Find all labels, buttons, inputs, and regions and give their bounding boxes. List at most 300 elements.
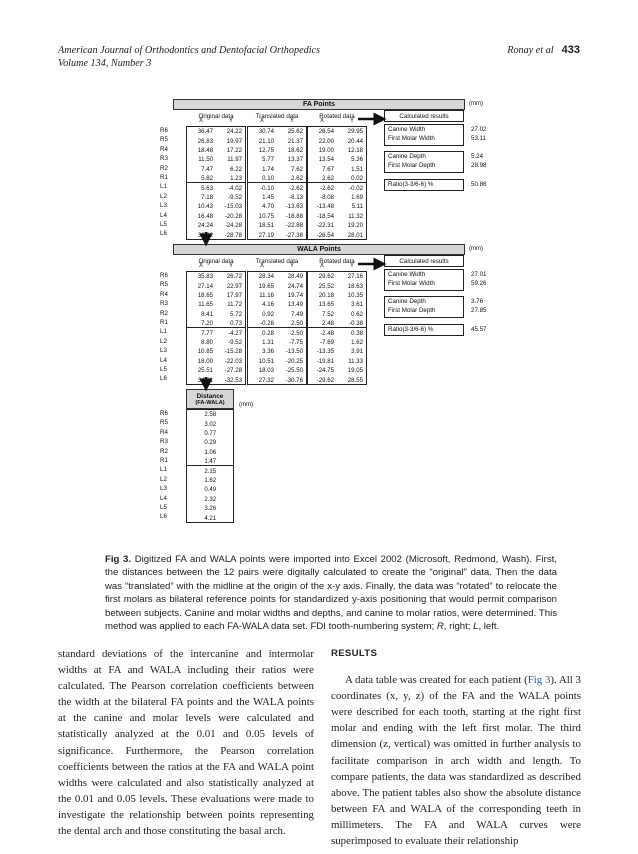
wala-cell: 10.85 [197, 348, 213, 356]
wala-cell: 3.91 [351, 348, 363, 356]
right-column [331, 646, 581, 849]
wala-cell: 27.32 [258, 376, 274, 384]
distance-table-row [187, 513, 233, 522]
fa-cell: 30.74 [258, 128, 274, 136]
wala-row-label: L1 [160, 328, 167, 336]
wala-table-row [308, 291, 366, 300]
distance-row-label: L1 [160, 466, 167, 474]
wala-table-row [187, 357, 245, 366]
fa-table-row [248, 183, 306, 192]
fa-cell: 32.92 [197, 231, 213, 239]
fa-calc-header: Calculated results [384, 110, 464, 122]
wala-axis-y: Y [349, 263, 354, 269]
fa-table-1-lower [186, 182, 246, 239]
fa-table-row [248, 221, 306, 230]
wala-table-row [248, 310, 306, 319]
distance-row-label: R5 [160, 419, 168, 427]
wala-row-labels [160, 271, 180, 384]
wala-cell: 24.74 [287, 282, 303, 290]
results-text-1: A data table was created for each patient ( [345, 674, 528, 687]
wala-row-label: L4 [160, 356, 167, 364]
wala-calc-box-2 [384, 296, 487, 318]
fa-cell: 10.43 [197, 203, 213, 211]
distance-row-label: R1 [160, 456, 168, 464]
wala-cell: 7.49 [291, 310, 303, 318]
fa-calc-value: 28.98 [471, 162, 487, 169]
wala-calc-value: 27.85 [471, 307, 487, 314]
wala-cell: 29.62 [318, 273, 334, 281]
distance-table-row [187, 485, 233, 494]
fa-row-label: L6 [160, 230, 167, 238]
distance-table-row [187, 495, 233, 504]
fa-table-row [187, 212, 245, 221]
fa-cell: 19.00 [318, 146, 334, 154]
wala-table-row [308, 375, 366, 384]
wala-table-row [248, 272, 306, 281]
caption-label: Fig 3. [105, 554, 132, 565]
results-paragraph [331, 672, 581, 849]
distance-table-lower [186, 465, 234, 522]
fa-table-row [187, 183, 245, 192]
distance-row-labels [160, 409, 180, 522]
wala-cell: -24.75 [316, 367, 334, 375]
wala-cell: 0.73 [230, 320, 242, 328]
wala-unit: (mm) [469, 246, 483, 252]
distance-cell: 1.06 [204, 448, 217, 456]
wala-cell: 27.16 [347, 273, 363, 281]
fa-axes-2 [247, 118, 307, 126]
wala-table-row [248, 375, 306, 384]
fa-calc-label: Ratio(3-3/6-6) % [388, 181, 434, 188]
fa-table-row [248, 193, 306, 202]
fa-cell: 12.18 [347, 146, 363, 154]
fa-table-row [308, 221, 366, 230]
fa-cell: 10.75 [258, 212, 274, 220]
fa-row-label: R6 [160, 127, 168, 134]
wala-cell: 0.62 [351, 310, 363, 318]
fa-table-row [308, 136, 366, 145]
wala-cell: 13.49 [287, 301, 303, 309]
fa-table-row [248, 230, 306, 239]
fa-calc-row [385, 181, 487, 188]
distance-table-row [187, 448, 233, 457]
wala-cell: -32.53 [224, 376, 242, 384]
wala-row-label: R4 [160, 290, 168, 298]
fa-row-label: L1 [160, 183, 167, 191]
fa-axis-x: X [259, 118, 264, 124]
distance-table-row [187, 410, 233, 419]
fa-cell: -15.03 [224, 203, 242, 211]
wala-cell: 10.51 [258, 357, 274, 365]
fa-table-row [187, 155, 245, 164]
fa-cell: -22.88 [285, 222, 303, 230]
fa-cell: 22.00 [318, 137, 334, 145]
wala-cell: 2.50 [291, 320, 303, 328]
wala-cell: 1.62 [351, 338, 363, 346]
fa-cell: 5.36 [351, 156, 363, 164]
wala-row-label: R6 [160, 272, 168, 279]
fa-cell: 7.47 [201, 165, 213, 173]
wala-cell: 8.80 [201, 338, 213, 346]
fa-cell: 17.22 [226, 146, 242, 154]
fa-cell: -4.02 [228, 184, 242, 192]
fa-cell: 1.69 [351, 193, 363, 201]
fa-group-1: Original data [198, 112, 234, 120]
fa-row-label: R5 [160, 136, 168, 144]
wala-cell: 2.48 [322, 320, 334, 328]
fa-cell: 11.50 [198, 156, 213, 164]
caption-end: , left. [478, 621, 500, 633]
fa-row-label: R4 [160, 145, 168, 153]
fa-calc-row [385, 135, 487, 142]
distance-row-label: L3 [160, 485, 167, 493]
wala-table-row [248, 281, 306, 290]
fa-cell: -9.52 [228, 193, 242, 201]
fa-cell: 21.37 [287, 137, 303, 145]
wala-table-1-lower [186, 327, 246, 384]
fa-cell: -26.54 [316, 231, 334, 239]
fa-cell: 1.74 [262, 165, 274, 173]
fa-cell: 7.67 [322, 165, 334, 173]
wala-calc-row [385, 280, 487, 287]
fa-axis-y: Y [349, 118, 354, 124]
distance-cell: 1.62 [204, 476, 217, 484]
wala-table-row [308, 272, 366, 281]
fa-table-row [248, 146, 306, 155]
fig-3-link[interactable]: Fig 3 [527, 674, 551, 687]
caption-r: R [436, 621, 444, 633]
fa-cell: -28.78 [224, 231, 242, 239]
wala-cell: -9.52 [228, 338, 242, 346]
wala-calc-label: First Molar Width [388, 280, 435, 287]
wala-cell: 11.65 [198, 301, 213, 309]
wala-table-row [248, 338, 306, 347]
wala-cell: -13.50 [285, 348, 303, 356]
fa-cell: 2.62 [291, 175, 303, 183]
fa-axis-y: Y [289, 118, 294, 124]
wala-cell: 19.65 [258, 282, 274, 290]
fa-cell: 11.32 [348, 212, 363, 220]
wala-cell: 25.52 [318, 282, 334, 290]
fa-cell: 18.62 [287, 146, 303, 154]
distance-table-row [187, 466, 233, 475]
journal-volume: Volume 134, Number 3 [58, 58, 152, 69]
fa-cell: 19.20 [347, 222, 363, 230]
wala-cell: 18.03 [258, 367, 274, 375]
fa-table-2-lower [247, 182, 307, 239]
wala-cell: 3.36 [262, 348, 274, 356]
fa-cell: 5.82 [201, 175, 213, 183]
fa-table-row [187, 230, 245, 239]
wala-axis-x: X [198, 263, 203, 269]
fa-cell: -20.28 [224, 212, 242, 220]
wala-cell: 11.33 [348, 357, 363, 365]
wala-row-label: L3 [160, 347, 167, 355]
fa-table-row [248, 212, 306, 221]
fa-table-3-upper [307, 126, 367, 183]
fa-cell: 2.62 [322, 175, 334, 183]
wala-table-row [248, 328, 306, 337]
left-column [58, 646, 314, 839]
fa-table-row [308, 212, 366, 221]
figure-caption [105, 553, 557, 633]
wala-cell: 7.77 [201, 329, 213, 337]
fa-table-row [248, 136, 306, 145]
fa-cell: -2.62 [320, 184, 334, 192]
fa-table-row [308, 127, 366, 136]
distance-unit: (mm) [239, 402, 253, 408]
wala-cell: -22.03 [224, 357, 242, 365]
fa-table-row [187, 136, 245, 145]
wala-group-1: Original data [198, 257, 234, 265]
distance-subtitle: (FA-WALA) [195, 399, 225, 406]
wala-cell: 11.72 [227, 301, 242, 309]
fa-table-row [187, 146, 245, 155]
fa-axes-3 [307, 118, 367, 126]
fa-cell: 0.10 [262, 175, 274, 183]
wala-axes-2 [247, 263, 307, 271]
wala-calc-box-3 [384, 324, 487, 336]
fa-cell: 1.45 [262, 193, 274, 201]
fa-table-row [187, 202, 245, 211]
wala-cell: 35.83 [197, 273, 213, 281]
wala-table-row [308, 310, 366, 319]
fa-cell: -0.10 [260, 184, 274, 192]
fa-axis-x: X [319, 118, 324, 124]
fa-cell: 11.97 [227, 156, 242, 164]
wala-cell: 18.00 [197, 357, 213, 365]
fa-cell: 28.01 [347, 231, 363, 239]
wala-cell: -7.69 [320, 338, 334, 346]
wala-axes-3 [307, 263, 367, 271]
distance-table-row [187, 504, 233, 513]
distance-cell: 4.21 [204, 514, 217, 522]
wala-calc-row [385, 307, 487, 314]
distance-table-row [187, 419, 233, 428]
wala-cell: -4.27 [228, 329, 242, 337]
wala-cell: 22.97 [226, 282, 242, 290]
fa-cell: 1.23 [230, 175, 242, 183]
fa-cell: 13.54 [318, 156, 334, 164]
wala-table-row [308, 281, 366, 290]
fa-cell: -8.13 [289, 193, 303, 201]
caption-mid: , right; [443, 621, 474, 633]
fa-axes-1 [186, 118, 246, 126]
fa-cell: -2.62 [289, 184, 303, 192]
fa-table-row [248, 155, 306, 164]
fa-table-row [248, 202, 306, 211]
fa-cell: 20.44 [347, 137, 363, 145]
wala-table-row [187, 291, 245, 300]
wala-axis-y: Y [228, 263, 233, 269]
fa-table-2-upper [247, 126, 307, 183]
wala-cell: 34.81 [197, 376, 213, 384]
fa-cell: 7.62 [291, 165, 303, 173]
fa-cell: 24.22 [226, 128, 242, 136]
fa-cell: 26.83 [197, 137, 213, 145]
fa-cell: 0.02 [351, 175, 363, 183]
distance-row-label: L6 [160, 513, 167, 521]
distance-row-label: L5 [160, 503, 167, 511]
distance-cell: 0.77 [204, 429, 217, 437]
distance-cell: 0.49 [204, 486, 217, 494]
wala-row-label: R2 [160, 309, 168, 317]
distance-table-row [187, 429, 233, 438]
fa-calc-row [385, 153, 484, 160]
wala-cell: -7.75 [289, 338, 303, 346]
fa-group-3: Rotated data [319, 112, 355, 120]
wala-calc-header: Calculated results [384, 255, 464, 267]
fa-cell: 21.10 [258, 137, 274, 145]
wala-table-row [308, 366, 366, 375]
fa-cell: 18.48 [197, 146, 213, 154]
caption-text: Digitized FA and WALA points were imported into Excel 2002 (Microsoft, Redmond, Wash). First, the distances between the 12 pairs were digitally calculated to create the “original” data. Then the data was “translated” with the midline at the origin of the x-y axis. Finally, the data was “rotated” to relocate the first molars as bilateral reference points for standardized y-axis positioning that would permit comparison between subjects. Canine and molar widths and depths, and canine to molar ratios, were determined. This method was applied to each FA-WALA data set. FDI tooth-numbering system; [105, 554, 558, 633]
fa-table-row [187, 193, 245, 202]
wala-table-row [187, 310, 245, 319]
wala-calc-row [385, 271, 487, 278]
fa-calc-box-2 [384, 151, 487, 173]
wala-table-row [308, 347, 366, 356]
caption-l: L [473, 621, 479, 633]
wala-title-bar: WALA Points [173, 244, 465, 255]
fa-table-row [248, 165, 306, 174]
wala-cell: 19.05 [347, 367, 363, 375]
fa-table-row [308, 183, 366, 192]
wala-calc-label: First Molar Depth [388, 307, 436, 314]
wala-cell: 28.55 [347, 376, 363, 384]
wala-cell: -29.62 [316, 376, 334, 384]
fa-cell: 4.70 [262, 203, 274, 211]
wala-cell: 8.41 [201, 310, 213, 318]
wala-cell: -2.48 [320, 329, 334, 337]
fa-calc-box-3 [384, 179, 487, 191]
wala-cell: -20.25 [285, 357, 303, 365]
fa-calc-value: 53.11 [471, 135, 487, 142]
fa-cell: -13.63 [285, 203, 303, 211]
wala-calc-label: Canine Depth [388, 298, 426, 305]
wala-calc-label: Canine Width [388, 271, 426, 278]
wala-table-1-upper [186, 271, 246, 328]
fa-table-row [248, 127, 306, 136]
wala-table-row [308, 300, 366, 309]
wala-calc-value: 45.57 [471, 326, 487, 333]
wala-cell: 4.16 [262, 301, 274, 309]
wala-table-row [308, 338, 366, 347]
fa-cell: -0.02 [349, 184, 363, 192]
wala-table-row [187, 347, 245, 356]
wala-table-2-upper [247, 271, 307, 328]
fa-table-row [308, 155, 366, 164]
wala-table-row [187, 328, 245, 337]
wala-cell: 28.49 [287, 273, 303, 281]
fa-row-label: R3 [160, 155, 168, 163]
wala-axes-1 [186, 263, 246, 271]
wala-cell: 7.20 [201, 320, 213, 328]
fa-cell: 18.51 [258, 222, 274, 230]
wala-table-row [187, 366, 245, 375]
fa-cell: 1.51 [351, 165, 363, 173]
fa-cell: 27.19 [258, 231, 274, 239]
wala-group-3: Rotated data [319, 257, 355, 265]
fa-table-row [308, 193, 366, 202]
distance-row-label: R3 [160, 438, 168, 446]
fa-calc-value: 27.02 [471, 126, 487, 133]
wala-cell: 18.63 [347, 282, 363, 290]
results-heading: RESULTS [331, 648, 378, 659]
wala-table-row [248, 300, 306, 309]
distance-title-bar [186, 389, 234, 409]
wala-table-row [248, 347, 306, 356]
fa-calc-row [385, 126, 487, 133]
wala-cell: 25.51 [197, 367, 213, 375]
fa-cell: -13.48 [316, 203, 334, 211]
wala-axis-x: X [319, 263, 324, 269]
wala-row-label: R3 [160, 300, 168, 308]
distance-cell: 3.02 [204, 420, 217, 428]
distance-table-row [187, 476, 233, 485]
wala-cell: 0.92 [262, 310, 274, 318]
fa-row-label: L5 [160, 220, 167, 228]
fa-cell: -18.88 [285, 212, 303, 220]
fa-calc-row [385, 162, 487, 169]
fa-calc-value: 5.24 [471, 153, 484, 160]
wala-table-row [248, 357, 306, 366]
wala-cell: -30.76 [285, 376, 303, 384]
wala-table-row [308, 328, 366, 337]
wala-cell: -0.28 [260, 320, 274, 328]
fa-calc-label: Canine Depth [388, 153, 426, 160]
distance-row-label: L2 [160, 475, 167, 483]
fa-table-row [187, 165, 245, 174]
wala-cell: 13.65 [318, 301, 334, 309]
wala-calc-row [385, 326, 487, 333]
wala-cell: 18.65 [197, 291, 213, 299]
wala-table-row [187, 300, 245, 309]
fa-cell: 16.48 [197, 212, 213, 220]
wala-cell: 1.31 [262, 338, 274, 346]
fa-table-row [308, 202, 366, 211]
fa-cell: 5.77 [262, 156, 274, 164]
wala-cell: 7.52 [322, 310, 334, 318]
fa-cell: 13.37 [287, 156, 303, 164]
wala-cell: 10.35 [347, 291, 363, 299]
distance-cell: 3.26 [204, 505, 217, 513]
fa-table-row [308, 165, 366, 174]
fa-axis-x: X [198, 118, 203, 124]
wala-table-row [187, 281, 245, 290]
distance-table-upper [186, 409, 234, 466]
fa-cell: 29.95 [347, 128, 363, 136]
wala-axis-x: X [259, 263, 264, 269]
fa-calc-box-1 [384, 124, 487, 146]
fa-cell: -24.28 [224, 222, 242, 230]
wala-cell: 20.18 [318, 291, 334, 299]
fa-calc-label: First Molar Depth [388, 162, 436, 169]
wala-calc-row [385, 298, 484, 305]
fa-row-label: L4 [160, 211, 167, 219]
wala-calc-value: 59.26 [471, 280, 487, 287]
fa-group-2: Translated data [255, 112, 299, 120]
wala-table-3-lower [307, 327, 367, 384]
fa-cell: 19.97 [226, 137, 242, 145]
distance-row-label: R6 [160, 410, 168, 417]
wala-cell: 0.38 [351, 329, 363, 337]
wala-cell: -15.28 [224, 348, 242, 356]
fa-cell: 6.22 [230, 165, 242, 173]
wala-cell: 0.28 [262, 329, 274, 337]
wala-group-2: Translated data [255, 257, 299, 265]
results-text-2: ). All 3 coordinates (x, y, z) of the FA and the WALA points were described for each tooth, starting at the right first molar and ending with the left first molar. The third dimension (z, vertical) was omitted in further analysis to facilitate comparison in arch width and length. To compare patients, the data was standardized as described above. The patient tables also show the absolute distance between FA and WALA of the corresponding teeth in millimeters. The FA and WALA curves were superimposed to evaluate their relationship [331, 674, 581, 848]
